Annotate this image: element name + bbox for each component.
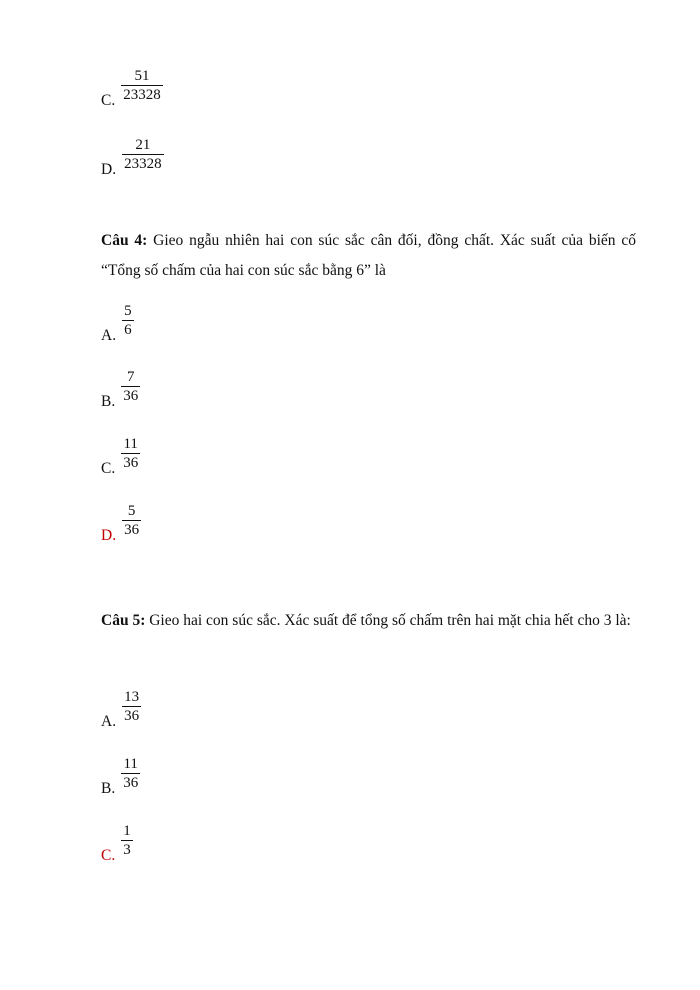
question-text: Gieo ngẫu nhiên hai con súc sắc cân đối, đồng chất. Xác suất của biến cố “Tổng số chấm của hai con súc sắc bằng 6” là (101, 232, 636, 279)
fraction-numerator: 21 (135, 137, 151, 153)
option-letter: A. (101, 327, 117, 344)
q4-option-a (101, 303, 134, 344)
option-fraction (121, 756, 140, 791)
q4-option-b (101, 369, 140, 410)
option-letter: C. (101, 92, 116, 109)
fraction-numerator: 7 (126, 369, 135, 385)
fraction-denominator: 23328 (124, 156, 162, 172)
q5-option-a (101, 689, 141, 730)
fraction-numerator: 11 (123, 756, 138, 772)
fraction-denominator: 23328 (123, 87, 161, 103)
option-letter: D. (101, 161, 117, 178)
option-letter: A. (101, 713, 117, 730)
q4-option-c (101, 436, 140, 477)
option-letter: B. (101, 780, 116, 797)
fraction-denominator: 6 (124, 322, 132, 338)
option-fraction (122, 303, 134, 338)
question-text: Gieo hai con súc sắc. Xác suất để tổng số chấm trên hai mặt chia hết cho 3 là: (145, 612, 631, 629)
fraction-numerator: 51 (134, 68, 150, 84)
option-fraction (122, 689, 141, 724)
option-fraction (121, 436, 140, 471)
q5-option-c-correct (101, 823, 133, 864)
option-fraction (121, 823, 133, 858)
option-letter: C. (101, 847, 116, 864)
fraction-denominator: 36 (123, 388, 139, 404)
fraction-numerator: 13 (124, 689, 140, 705)
option-fraction (122, 137, 164, 172)
fraction-denominator: 36 (123, 455, 139, 471)
question-label: Câu 5: (101, 612, 146, 629)
fraction-numerator: 5 (127, 503, 136, 519)
fraction-denominator: 36 (124, 522, 140, 538)
option-fraction (121, 68, 163, 103)
q3-option-d (101, 137, 164, 178)
fraction-numerator: 5 (124, 303, 132, 319)
q5-option-b (101, 756, 140, 797)
option-fraction (121, 369, 140, 404)
option-letter: C. (101, 460, 116, 477)
fraction-denominator: 36 (123, 775, 139, 791)
option-letter: D. (101, 527, 117, 544)
option-fraction (122, 503, 141, 538)
question-5 (101, 606, 636, 636)
q3-option-c (101, 68, 163, 109)
fraction-denominator: 3 (123, 842, 131, 858)
fraction-numerator: 1 (123, 823, 131, 839)
fraction-denominator: 36 (124, 708, 140, 724)
option-letter: B. (101, 393, 116, 410)
fraction-numerator: 11 (123, 436, 138, 452)
question-label: Câu 4: (101, 232, 148, 249)
question-4 (101, 226, 636, 286)
q4-option-d-correct (101, 503, 141, 544)
